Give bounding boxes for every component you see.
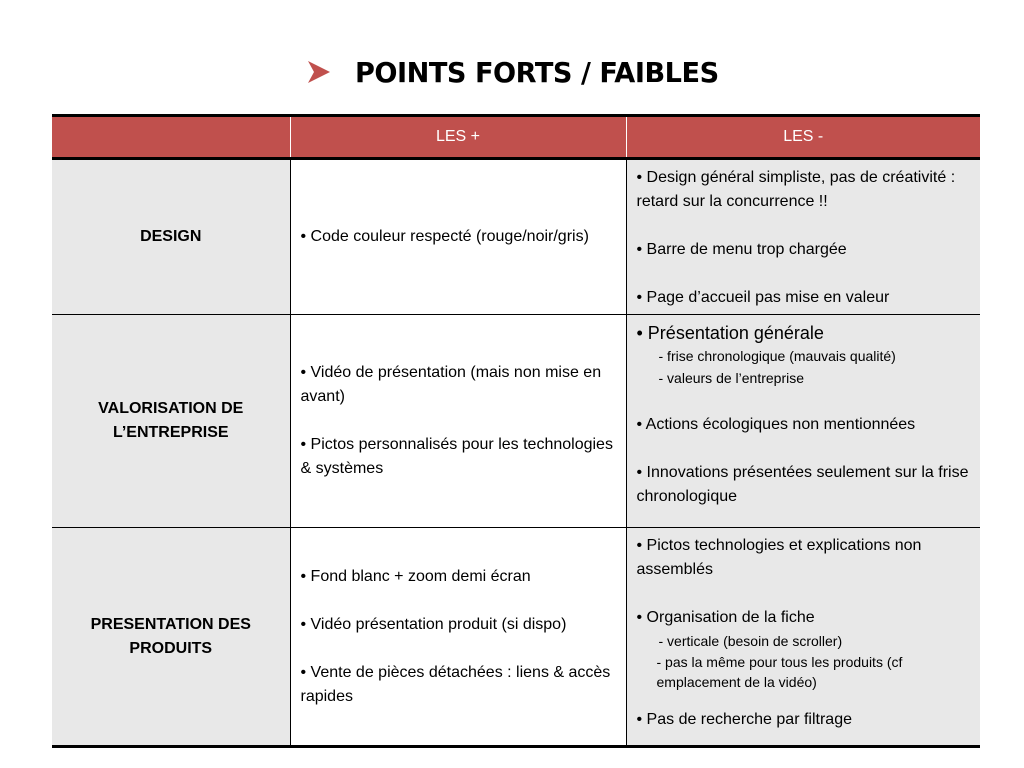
list-item: • Code couleur respecté (rouge/noir/gris) (300, 228, 589, 245)
header-empty (52, 116, 290, 159)
minus-cell (626, 528, 980, 747)
table-row (52, 315, 980, 528)
row-label: DESIGN (52, 159, 290, 315)
header-plus: LES + (290, 116, 626, 159)
list-item: • Pictos personnalisés pour les technologies & systèmes (300, 436, 613, 477)
list-item: • Présentation générale (636, 323, 824, 343)
list-item: • Fond blanc + zoom demi écran (300, 567, 531, 585)
header-row (52, 116, 980, 159)
list-item: • Innovations présentées seulement sur la frise chronologique (636, 464, 969, 505)
plus-cell (290, 528, 626, 747)
list-item: • Page d’accueil pas mise en valeur (636, 289, 890, 306)
minus-cell (626, 315, 980, 528)
title-text: POINTS FORTS / FAIBLES (355, 55, 719, 89)
sub-item: - frise chronologique (mauvais qualité) (658, 348, 896, 364)
row-label: PRESENTATION DES PRODUITS (52, 528, 290, 747)
sub-item: - verticale (besoin de scroller) (658, 633, 843, 649)
list-item: • Actions écologiques non mentionnées (636, 416, 916, 433)
list-item: • Vidéo de présentation (mais non mise en avant) (300, 364, 602, 405)
list-item: • Pictos technologies et explications non assemblés (636, 537, 922, 578)
sub-item: - valeurs de l’entreprise (658, 370, 805, 386)
comparison-table (52, 114, 980, 748)
sub-item: - pas la même pour tous les produits (cf emplacement de la vidéo) (656, 654, 903, 690)
minus-cell (626, 159, 980, 315)
header-minus: LES - (626, 116, 980, 159)
list-item: • Vente de pièces détachées : liens & accès rapides (300, 663, 611, 705)
list-item: • Organisation de la fiche (636, 609, 815, 626)
slide-title (305, 50, 730, 94)
plus-cell (290, 315, 626, 528)
plus-cell (290, 159, 626, 315)
list-item: • Design général simpliste, pas de créativité : retard sur la concurrence !! (636, 169, 956, 210)
list-item: • Pas de recherche par filtrage (636, 711, 852, 728)
table-row (52, 528, 980, 747)
row-label: VALORISATION DE L’ENTREPRISE (52, 315, 290, 528)
table-row (52, 159, 980, 315)
list-item: • Vidéo présentation produit (si dispo) (300, 615, 567, 633)
list-item: • Barre de menu trop chargée (636, 241, 847, 258)
arrow-bullet-icon (305, 58, 333, 86)
